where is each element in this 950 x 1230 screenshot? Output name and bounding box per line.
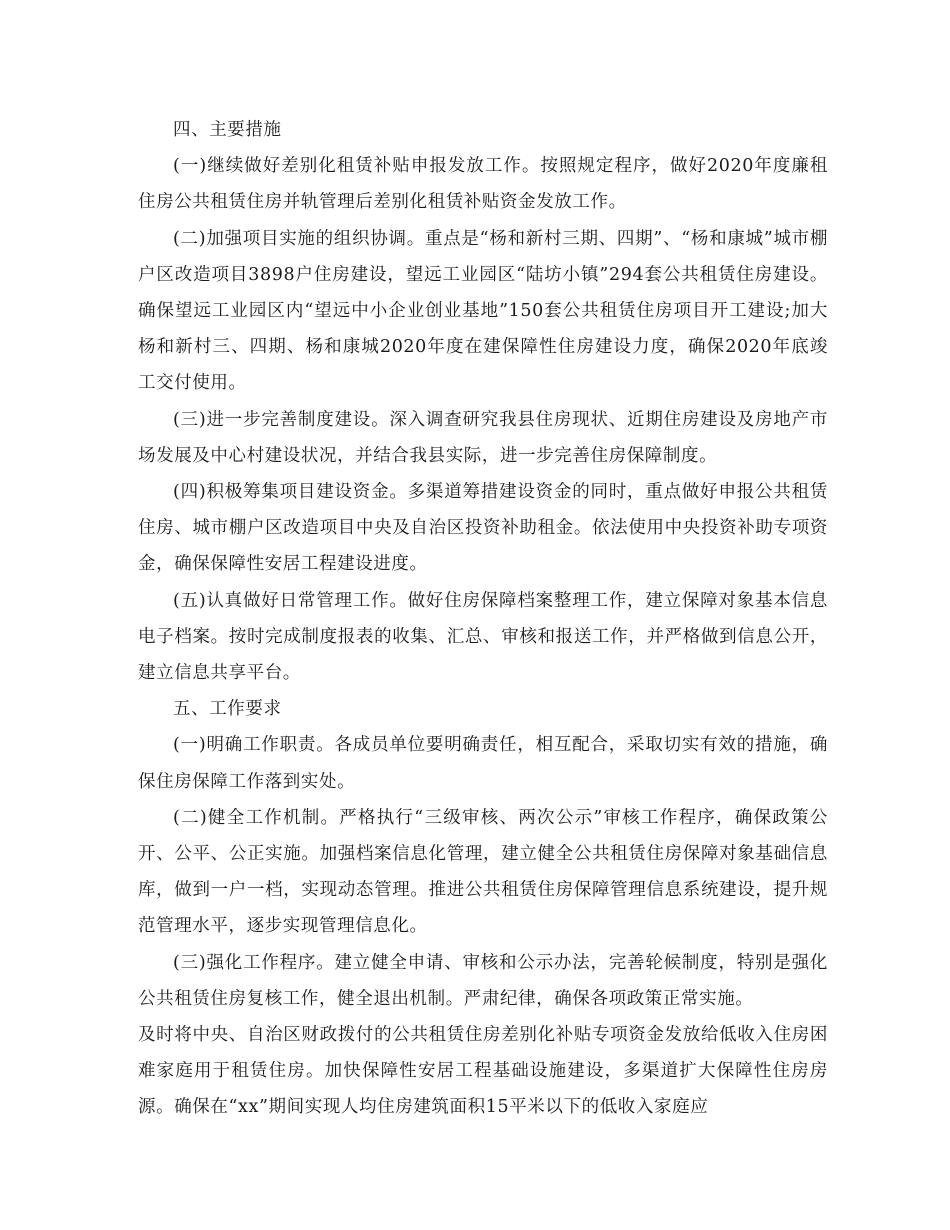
paragraph-measure-4: (四)积极筹集项目建设资金。多渠道筹措建设资金的同时，重点做好申报公共租赁住房、城市棚户区改造项目中央及自治区投资补助租金。依法使用中央投资补助专项资金，确保保障性安居工程建设进度。 (138, 482, 828, 575)
paragraph-measure-1: (一)继续做好差别化租赁补贴申报发放工作。按照规定程序，做好2020年度廉租住房公共租赁住房并轨管理后差别化租赁补贴资金发放工作。 (138, 156, 828, 213)
paragraph-continuation: 及时将中央、自治区财政拨付的公共租赁住房差别化补贴专项资金发放给低收入住房困难家庭用于租赁住房。加快保障性安居工程基础设施建设，多渠道扩大保障性住房房源。确保在“xx”期间实现人均住房建筑面积15平米以下的低收入家庭应 (138, 1025, 828, 1118)
section-heading-measures: 四、主要措施 (173, 120, 282, 140)
paragraph-measure-2: (二)加强项目实施的组织协调。重点是“杨和新村三期、四期”、“杨和康城”城市棚户区改造项目3898户住房建设，望远工业园区“陆坊小镇”294套公共租赁住房建设。确保望远工业园区内“望远中小企业创业基地”150套公共租赁住房项目开工建设;加大杨和新村三、四期、杨和康城2020年度在建保障性住房建设力度，确保2020年底竣工交付使用。 (138, 228, 828, 394)
paragraph-requirement-2: (二)健全工作机制。严格执行“三级审核、两次公示”审核工作程序，确保政策公开、公平、公正实施。加强档案信息化管理，建立健全公共租赁住房保障对象基础信息库，做到一户一档，实现动态管理。推进公共租赁住房保障管理信息系统建设，提升规范管理水平，逐步实现管理信息化。 (138, 807, 828, 937)
paragraph-measure-5: (五)认真做好日常管理工作。做好住房保障档案整理工作，建立保障对象基本信息电子档案。按时完成制度报表的收集、汇总、审核和报送工作，并严格做到信息公开，建立信息共享平台。 (138, 590, 828, 684)
paragraph-requirement-3: (三)强化工作程序。建立健全申请、审核和公示办法，完善轮候制度，特别是强化公共租赁住房复核工作，健全退出机制。严肃纪律，确保各项政策正常实施。 (138, 952, 828, 1009)
paragraph-requirement-1: (一)明确工作职责。各成员单位要明确责任，相互配合，采取切实有效的措施，确保住房保障工作落到实处。 (138, 735, 828, 792)
section-heading-requirements: 五、工作要求 (173, 699, 282, 720)
paragraph-measure-3: (三)进一步完善制度建设。深入调查研究我县住房现状、近期住房建设及房地产市场发展及中心村建设状况，并结合我县实际，进一步完善住房保障制度。 (138, 409, 828, 466)
document-body (138, 112, 828, 1126)
